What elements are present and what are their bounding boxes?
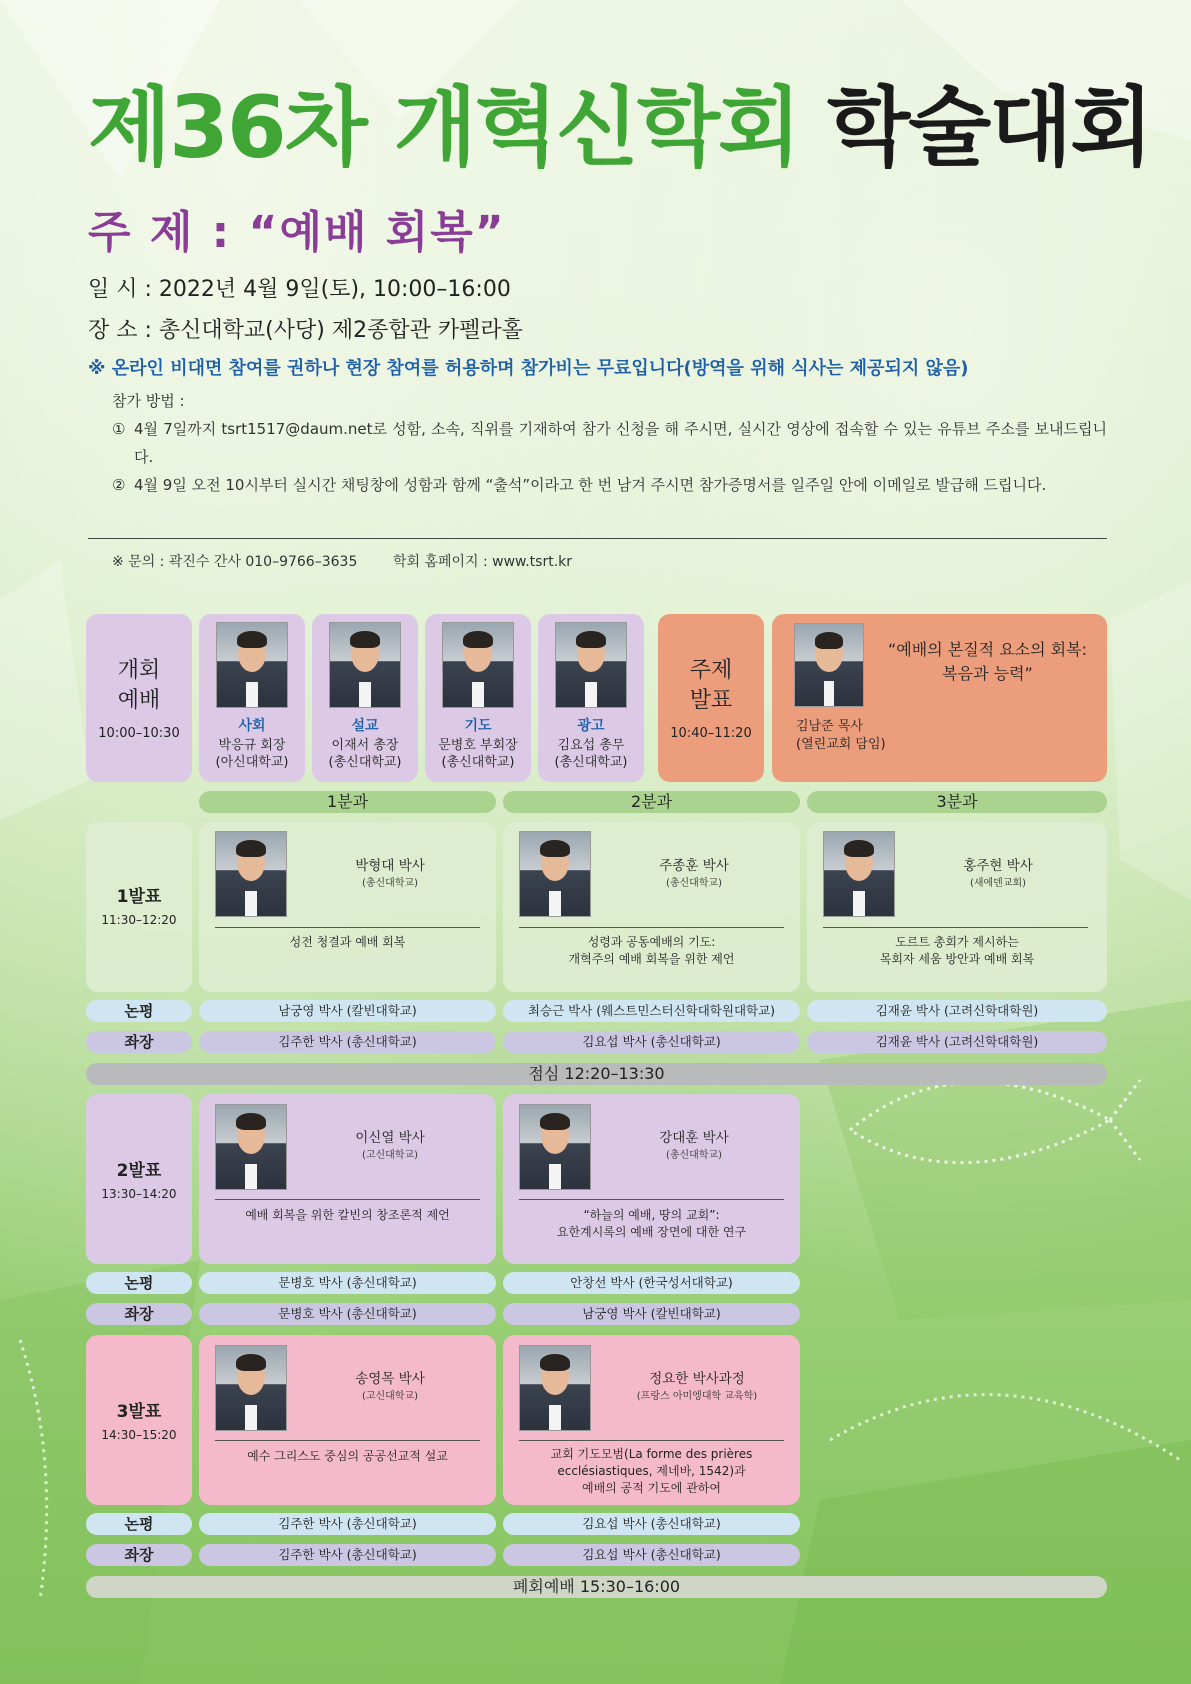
chair-tag: 좌장: [86, 1031, 192, 1053]
portrait-photo: [216, 622, 288, 708]
opening-worship-box: [86, 614, 192, 782]
presenter-name: 박형대 박사: [355, 858, 425, 874]
portrait-photo: [794, 623, 864, 707]
role-title: 기도: [464, 718, 492, 734]
role-title: 사회: [238, 718, 266, 734]
review-tag: 논평: [86, 1272, 192, 1294]
chair-pill: 김주한 박사 (총신대학교): [199, 1031, 496, 1053]
review-pill: 남궁영 박사 (칼빈대학교): [199, 1000, 496, 1022]
slot3-name: 3발표: [116, 1402, 162, 1422]
review-pill: 김주한 박사 (총신대학교): [199, 1513, 496, 1535]
role-card-3: [425, 614, 531, 782]
portrait-photo: [329, 622, 401, 708]
review-pill: 문병호 박사 (총신대학교): [199, 1272, 496, 1294]
role-person: 박응규 회장: [218, 738, 286, 753]
divider: [519, 1199, 784, 1200]
method-title: 참가 방법 :: [112, 392, 185, 410]
presenter-name: 홍주현 박사: [963, 858, 1033, 874]
slot2-time: 13:30–14:20: [101, 1187, 177, 1201]
review-tag: 논평: [86, 1513, 192, 1535]
role-text: [538, 718, 644, 771]
presenter: [599, 858, 789, 892]
chair-pill: 김재윤 박사 (고려신학대학원): [807, 1031, 1107, 1053]
role-person: 이재서 총장: [331, 738, 399, 753]
talk-title: 예수 그리스도 중심의 공공선교적 설교: [247, 1449, 448, 1463]
session-label-2: 2분과: [503, 791, 800, 813]
review-tag: 논평: [86, 1000, 192, 1022]
role-org: (총신대학교): [328, 755, 402, 770]
event-title-green: 제36차 개혁신학회: [88, 78, 800, 178]
slot1-talk-2: [503, 822, 800, 992]
chair-tag: 좌장: [86, 1544, 192, 1566]
method-item-1: [112, 415, 1107, 471]
slot1-name: 1발표: [116, 887, 162, 907]
presenter: [295, 1130, 485, 1164]
review-pill: 김요섭 박사 (총신대학교): [503, 1513, 800, 1535]
role-org: (아신대학교): [215, 755, 289, 770]
slot1-talk-3: [807, 822, 1107, 992]
presenter-org: (총신대학교): [665, 1150, 723, 1161]
chair-tag: 좌장: [86, 1303, 192, 1325]
portrait-photo: [519, 1104, 591, 1190]
slot1-label: [86, 882, 192, 927]
talk-title: 예배 회복을 위한 칼빈의 창조론적 제언: [245, 1208, 450, 1222]
portrait-photo: [215, 1345, 287, 1431]
keynote-label: 주제 발표: [689, 658, 733, 713]
slot3-label: [86, 1397, 192, 1442]
role-title: 설교: [351, 718, 379, 734]
divider: [519, 927, 784, 928]
method-2-number: ②: [112, 476, 126, 494]
slot3-label-box: [86, 1335, 192, 1505]
portrait-photo: [519, 1345, 591, 1431]
role-text: [312, 718, 418, 771]
keynote-label-box: [658, 614, 764, 782]
portrait-photo: [555, 622, 627, 708]
lunch-bar: 점심 12:20–13:30: [86, 1063, 1107, 1085]
chair-pill: 김요섭 박사 (총신대학교): [503, 1544, 800, 1566]
presenter-name: 강대훈 박사: [659, 1130, 729, 1146]
role-card-2: [312, 614, 418, 782]
presenter-org: (고신대학교): [361, 1150, 419, 1161]
chair-pill: 김요섭 박사 (총신대학교): [503, 1031, 800, 1053]
presenter-name: 정요한 박사과정: [649, 1371, 745, 1387]
review-pill: 최승근 박사 (웨스트민스터신학대학원대학교): [503, 1000, 800, 1022]
session-label-3: 3분과: [807, 791, 1107, 813]
slot2-label-box: [86, 1094, 192, 1264]
presenter-name: 주종훈 박사: [659, 858, 729, 874]
method-1-number: ①: [112, 420, 126, 438]
portrait-photo: [823, 831, 895, 917]
event-title: [88, 78, 1151, 178]
slot2-label: [86, 1156, 192, 1201]
keynote-org: (열린교회 담임): [796, 737, 886, 752]
presenter: [295, 1371, 485, 1405]
method-1-text: 4월 7일까지 tsrt1517@daum.net로 성함, 소속, 직위를 기재하여 참가 신청을 해 주시면, 실시간 영상에 접속할 수 있는 유튜브 주소를 보내드립니다.: [134, 420, 1107, 466]
method-2-text: 4월 9일 오전 10시부터 실시간 채팅창에 성함과 함께 “출석”이라고 한 번 남겨 주시면 참가증명서를 일주일 안에 이메일로 발급해 드립니다.: [134, 476, 1047, 494]
slot2-name: 2발표: [116, 1161, 162, 1181]
event-place: 장 소 : 총신대학교(사당) 제2종합관 카펠라홀: [88, 318, 523, 343]
slot1-talk-1: [199, 822, 496, 992]
presenter: [599, 1130, 789, 1164]
presenter-name: 이신열 박사: [355, 1130, 425, 1146]
slot2-talk-1: [199, 1094, 496, 1264]
role-text: [425, 718, 531, 771]
role-card-4: [538, 614, 644, 782]
slot1-time: 11:30–12:20: [101, 913, 177, 927]
presenter: [599, 1371, 795, 1405]
presenter: [295, 858, 485, 892]
role-org: (총신대학교): [441, 755, 515, 770]
divider: [519, 1440, 784, 1441]
presenter-org: (프랑스 아미엥대학 교육학): [636, 1391, 758, 1402]
opening-label: 개회 예배: [117, 658, 161, 713]
divider: [88, 538, 1107, 539]
presenter-name: 송영목 박사: [355, 1371, 425, 1387]
portrait-photo: [215, 831, 287, 917]
presenter-org: (총신대학교): [665, 878, 723, 889]
notice-text: ※ 온라인 비대면 참여를 권하나 현장 참여를 허용하며 참가비는 무료입니다(방역을 위해 식사는 제공되지 않음): [88, 358, 969, 379]
closing-bar: 폐회예배 15:30–16:00: [86, 1576, 1107, 1598]
keynote-speaker: 김남준 목사: [796, 719, 863, 734]
keynote-box: [772, 614, 1107, 782]
event-theme: 주 제 : “예배 회복”: [88, 207, 506, 258]
talk-title: 성령과 공동예배의 기도: 개혁주의 예배 회복을 위한 제언: [568, 935, 735, 966]
presenter-org: (총신대학교): [361, 878, 419, 889]
opening-time: 10:00–10:30: [98, 726, 180, 741]
talk-title: 교회 기도모범(La forme des prières ecclésiastiques, 제네바, 1542)과 예배의 공적 기도에 관하여: [550, 1447, 753, 1495]
divider: [215, 1440, 480, 1441]
portrait-photo: [442, 622, 514, 708]
presenter-org: (새에덴교회): [969, 878, 1027, 889]
portrait-photo: [519, 831, 591, 917]
slot1-label-box: [86, 822, 192, 992]
slot3-talk-1: [199, 1335, 496, 1505]
talk-title: 성전 청결과 예배 회복: [289, 935, 406, 949]
review-pill: 김재윤 박사 (고려신학대학원): [807, 1000, 1107, 1022]
slot3-talk-2: [503, 1335, 800, 1505]
presenter-org: (고신대학교): [361, 1391, 419, 1402]
contact-info: ※ 문의 : 곽진수 간사 010–9766–3635 학회 홈페이지 : www.tsrt.kr: [112, 554, 573, 570]
divider: [215, 927, 480, 928]
divider: [823, 927, 1088, 928]
keynote-title: “예배의 본질적 요소의 회복: 복음과 능력”: [888, 640, 1087, 683]
role-title: 광고: [577, 718, 605, 734]
method-item-2: [112, 471, 1107, 499]
slot3-time: 14:30–15:20: [101, 1428, 177, 1442]
review-pill: 안창선 박사 (한국성서대학교): [503, 1272, 800, 1294]
event-title-black: 학술대회: [827, 78, 1152, 178]
session-label-1: 1분과: [199, 791, 496, 813]
chair-pill: 문병호 박사 (총신대학교): [199, 1303, 496, 1325]
talk-title: 도르트 총회가 제시하는 목회자 세움 방안과 예배 회복: [879, 935, 1035, 966]
role-text: [199, 718, 305, 771]
portrait-photo: [215, 1104, 287, 1190]
role-person: 김요섭 총무: [557, 738, 625, 753]
chair-pill: 남궁영 박사 (칼빈대학교): [503, 1303, 800, 1325]
divider: [215, 1199, 480, 1200]
keynote-time: 10:40–11:20: [670, 726, 752, 741]
presenter: [903, 858, 1093, 892]
event-date: 일 시 : 2022년 4월 9일(토), 10:00–16:00: [88, 277, 511, 302]
role-person: 문병호 부회장: [438, 738, 518, 753]
talk-title: “하늘의 예배, 땅의 교회”: 요한계시록의 예배 장면에 대한 연구: [556, 1208, 747, 1239]
chair-pill: 김주한 박사 (총신대학교): [199, 1544, 496, 1566]
slot2-talk-2: [503, 1094, 800, 1264]
role-card-1: [199, 614, 305, 782]
role-org: (총신대학교): [554, 755, 628, 770]
